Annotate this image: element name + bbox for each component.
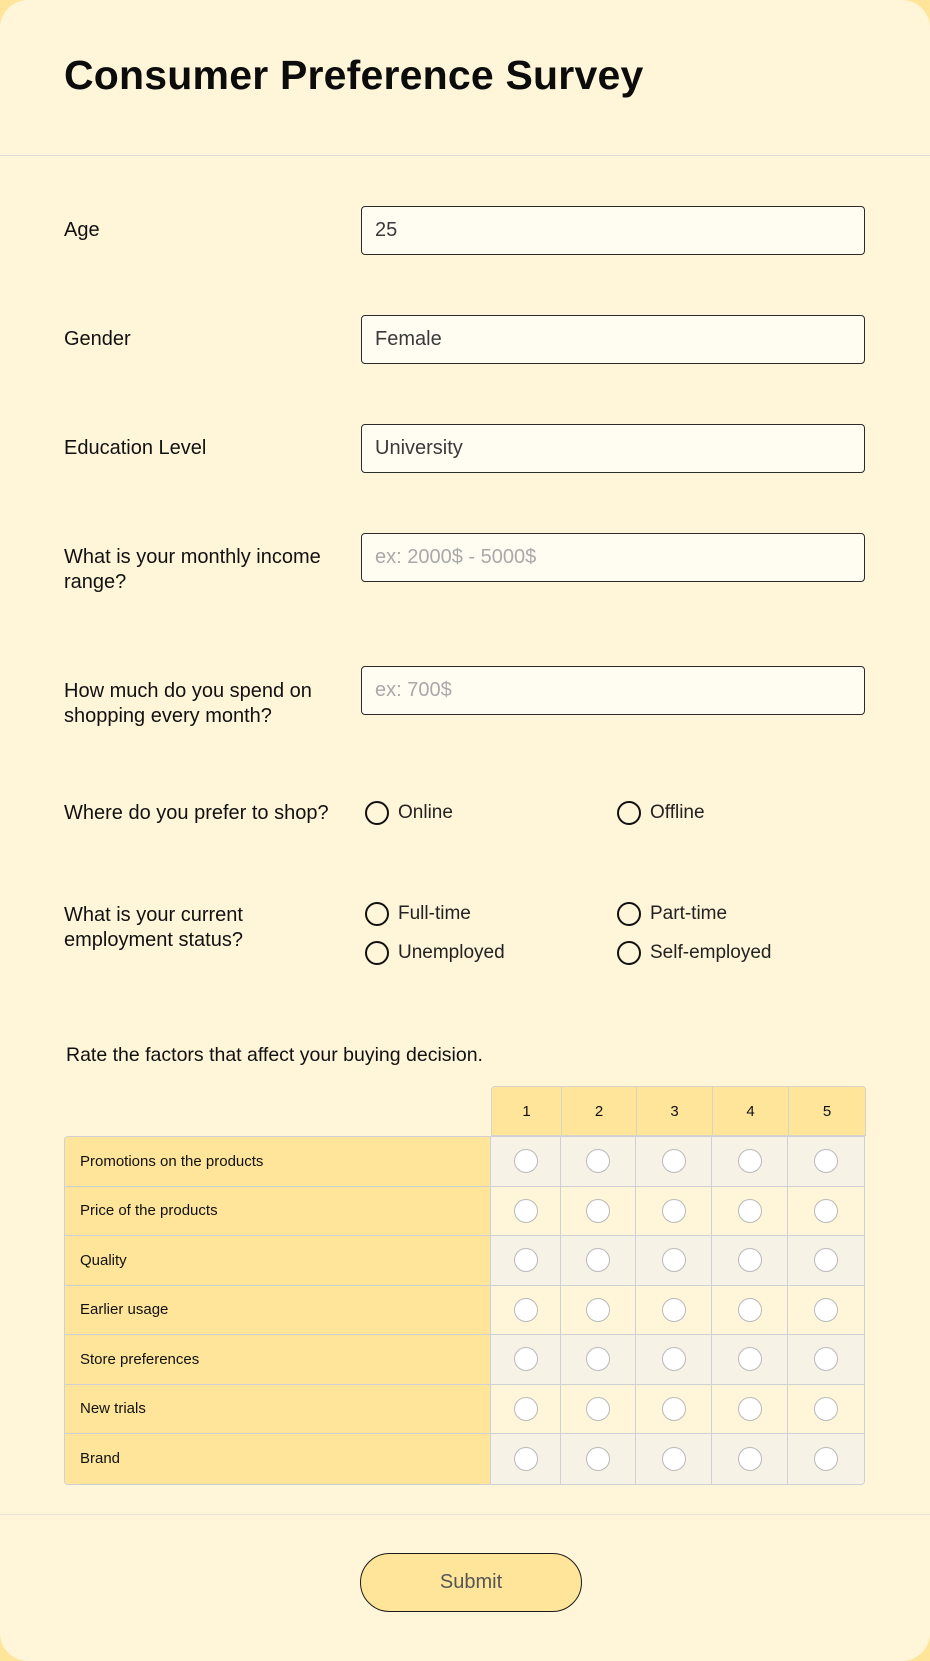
page-title: Consumer Preference Survey xyxy=(64,52,644,98)
radio-offline-label: Offline xyxy=(650,802,705,823)
radio-self-employed-label: Self-employed xyxy=(650,942,772,963)
radio-circle-icon[interactable] xyxy=(365,801,389,825)
rating-radio[interactable] xyxy=(662,1397,686,1421)
rating-radio[interactable] xyxy=(738,1447,762,1471)
rating-radio[interactable] xyxy=(814,1347,838,1371)
rating-radio[interactable] xyxy=(738,1347,762,1371)
radio-part-time[interactable] xyxy=(617,902,727,926)
age-input[interactable] xyxy=(361,206,865,255)
row-label: Store preferences xyxy=(65,1335,491,1384)
gender-row xyxy=(64,315,865,364)
rating-radio[interactable] xyxy=(662,1298,686,1322)
income-row xyxy=(64,533,865,593)
radio-circle-icon[interactable] xyxy=(617,902,641,926)
rating-radio[interactable] xyxy=(738,1298,762,1322)
rating-row xyxy=(65,1236,864,1286)
gender-label: Gender xyxy=(64,328,131,350)
income-label: What is your monthly income range? xyxy=(64,546,321,593)
education-input[interactable] xyxy=(361,424,865,473)
employment-row xyxy=(64,902,865,972)
rating-row xyxy=(65,1385,864,1435)
shop-preference-label: Where do you prefer to shop? xyxy=(64,802,329,824)
radio-circle-icon[interactable] xyxy=(365,941,389,965)
row-label: Earlier usage xyxy=(65,1286,491,1335)
rating-radio[interactable] xyxy=(738,1199,762,1223)
rating-row xyxy=(65,1137,864,1187)
rating-radio[interactable] xyxy=(814,1447,838,1471)
rating-row xyxy=(65,1335,864,1385)
radio-online-label: Online xyxy=(398,802,453,823)
column-header: 1 xyxy=(492,1087,562,1135)
rating-radio[interactable] xyxy=(586,1397,610,1421)
radio-full-time[interactable] xyxy=(365,902,471,926)
employment-label: What is your current employment status? xyxy=(64,904,243,951)
rating-row xyxy=(65,1434,864,1484)
rating-radio[interactable] xyxy=(814,1149,838,1173)
education-label: Education Level xyxy=(64,437,207,459)
income-input[interactable] xyxy=(361,533,865,582)
radio-circle-icon[interactable] xyxy=(365,902,389,926)
submit-button[interactable]: Submit xyxy=(360,1553,582,1612)
rating-radio[interactable] xyxy=(586,1199,610,1223)
rating-radio[interactable] xyxy=(586,1298,610,1322)
radio-self-employed[interactable] xyxy=(617,941,771,965)
gender-input[interactable] xyxy=(361,315,865,364)
age-row xyxy=(64,206,865,255)
radio-unemployed[interactable] xyxy=(365,941,505,965)
rating-radio[interactable] xyxy=(586,1149,610,1173)
rating-radio[interactable] xyxy=(662,1248,686,1272)
rating-radio[interactable] xyxy=(514,1199,538,1223)
radio-circle-icon[interactable] xyxy=(617,801,641,825)
column-header: 5 xyxy=(789,1087,865,1135)
education-row xyxy=(64,424,865,473)
age-label: Age xyxy=(64,219,100,241)
radio-part-time-label: Part-time xyxy=(650,903,728,924)
radio-online[interactable] xyxy=(365,801,453,825)
rating-radio[interactable] xyxy=(514,1248,538,1272)
rating-radio[interactable] xyxy=(738,1149,762,1173)
rating-row xyxy=(65,1187,864,1237)
rating-radio[interactable] xyxy=(514,1397,538,1421)
rating-radio[interactable] xyxy=(814,1298,838,1322)
rating-radio[interactable] xyxy=(662,1447,686,1471)
rating-title: Rate the factors that affect your buying decision. xyxy=(66,1044,483,1066)
row-label: Price of the products xyxy=(65,1187,491,1236)
rating-radio[interactable] xyxy=(662,1347,686,1371)
column-header: 4 xyxy=(713,1087,789,1135)
rating-radio[interactable] xyxy=(514,1149,538,1173)
rating-radio[interactable] xyxy=(662,1199,686,1223)
form-header xyxy=(0,0,930,156)
rating-radio[interactable] xyxy=(586,1248,610,1272)
rating-radio[interactable] xyxy=(814,1248,838,1272)
rating-radio[interactable] xyxy=(586,1347,610,1371)
row-label: New trials xyxy=(65,1385,491,1434)
rating-radio[interactable] xyxy=(738,1248,762,1272)
rating-radio[interactable] xyxy=(514,1347,538,1371)
spending-input[interactable] xyxy=(361,666,865,715)
column-header: 3 xyxy=(637,1087,713,1135)
radio-offline[interactable] xyxy=(617,801,705,825)
row-label: Promotions on the products xyxy=(65,1137,491,1186)
column-header: 2 xyxy=(562,1087,637,1135)
rating-row xyxy=(65,1286,864,1336)
radio-circle-icon[interactable] xyxy=(617,941,641,965)
rating-header xyxy=(491,1086,866,1136)
radio-unemployed-label: Unemployed xyxy=(398,942,505,963)
rating-radio[interactable] xyxy=(586,1447,610,1471)
shop-preference-row xyxy=(64,800,865,830)
rating-radio[interactable] xyxy=(514,1298,538,1322)
spending-row xyxy=(64,666,865,726)
spending-label: How much do you spend on shopping every month? xyxy=(64,680,312,727)
rating-body xyxy=(64,1136,865,1485)
rating-radio[interactable] xyxy=(738,1397,762,1421)
row-label: Quality xyxy=(65,1236,491,1285)
radio-full-time-label: Full-time xyxy=(398,903,471,924)
rating-radio[interactable] xyxy=(514,1447,538,1471)
row-label: Brand xyxy=(65,1434,491,1484)
rating-radio[interactable] xyxy=(814,1397,838,1421)
rating-radio[interactable] xyxy=(814,1199,838,1223)
form-footer xyxy=(0,1514,930,1661)
rating-radio[interactable] xyxy=(662,1149,686,1173)
